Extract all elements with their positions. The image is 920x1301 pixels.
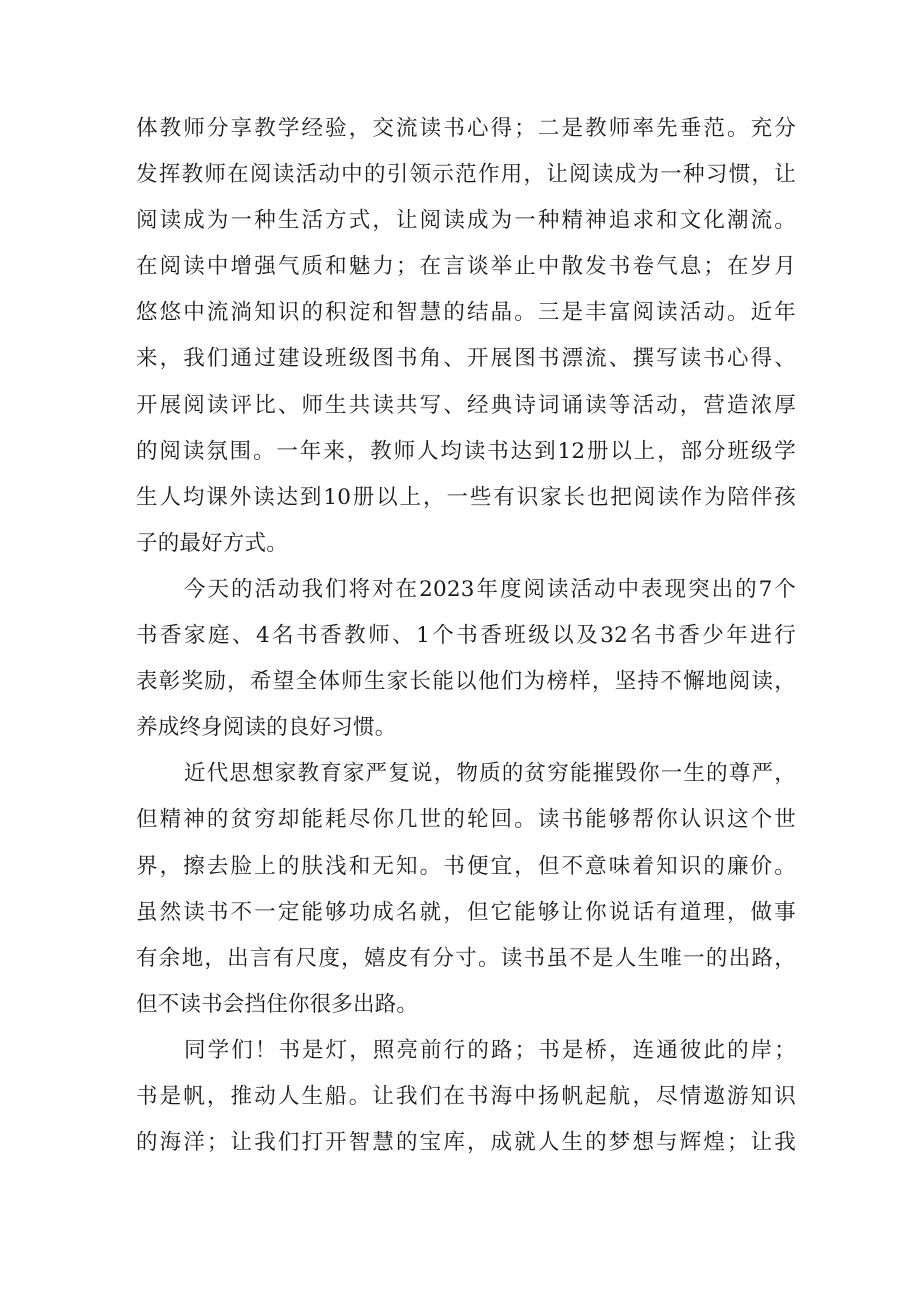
text-line: 但精神的贫穷却能耗尽你几世的轮回。读书能够帮你认识这个世 (136, 807, 796, 833)
text-line: 界，擦去脸上的肤浅和无知。书便宜，但不意味着知识的廉价。 (136, 853, 796, 879)
text-line: 生人均课外读达到10册以上，一些有识家长也把阅读作为陪伴孩 (136, 484, 796, 510)
text-line: 的阅读氛围。一年来，教师人均读书达到12册以上，部分班级学 (136, 438, 796, 464)
text-line: 虽然读书不一定能够功成名就，但它能够让你说话有道理，做事 (136, 899, 796, 925)
paragraph-first-line: 今天的活动我们将对在2023年度阅读活动中表现突出的7个 (184, 576, 796, 602)
text-line: 表彰奖励，希望全体师生家长能以他们为榜样，坚持不懈地阅读， (136, 669, 796, 695)
text-line: 在阅读中增强气质和魅力；在言谈举止中散发书卷气息；在岁月 (136, 254, 796, 280)
document-body (136, 106, 796, 1166)
text-line: 开展阅读评比、师生共读共写、经典诗词诵读等活动，营造浓厚 (136, 392, 796, 418)
text-line: 有余地，出言有尺度，嬉皮有分寸。读书虽不是人生唯一的出路， (136, 945, 796, 971)
text-line: 来，我们通过建设班级图书角、开展图书漂流、撰写读书心得、 (136, 346, 796, 372)
text-line: 悠悠中流淌知识的积淀和智慧的结晶。三是丰富阅读活动。近年 (136, 300, 796, 326)
text-line: 体教师分享教学经验，交流读书心得；二是教师率先垂范。充分 (136, 116, 796, 141)
paragraph-end-line: 但不读书会挡住你很多出路。 (136, 991, 419, 1017)
text-line: 发挥教师在阅读活动中的引领示范作用，让阅读成为一种习惯，让 (136, 162, 796, 188)
text-line: 书香家庭、4名书香教师、1个书香班级以及32名书香少年进行 (136, 623, 796, 649)
text-line: 阅读成为一种生活方式，让阅读成为一种精神追求和文化潮流。 (136, 208, 796, 234)
text-line: 书是帆，推动人生船。让我们在书海中扬帆起航，尽情遨游知识 (136, 1083, 796, 1109)
paragraph-first-line: 近代思想家教育家严复说，物质的贫穷能摧毁你一生的尊严， (184, 761, 796, 787)
paragraph-end-line: 子的最好方式。 (136, 530, 288, 556)
paragraph-end-line: 养成终身阅读的良好习惯。 (136, 715, 397, 741)
paragraph-first-line: 同学们！书是灯，照亮前行的路；书是桥，连通彼此的岸； (184, 1037, 796, 1063)
text-line: 的海洋；让我们打开智慧的宝库，成就人生的梦想与辉煌；让我 (136, 1130, 796, 1156)
